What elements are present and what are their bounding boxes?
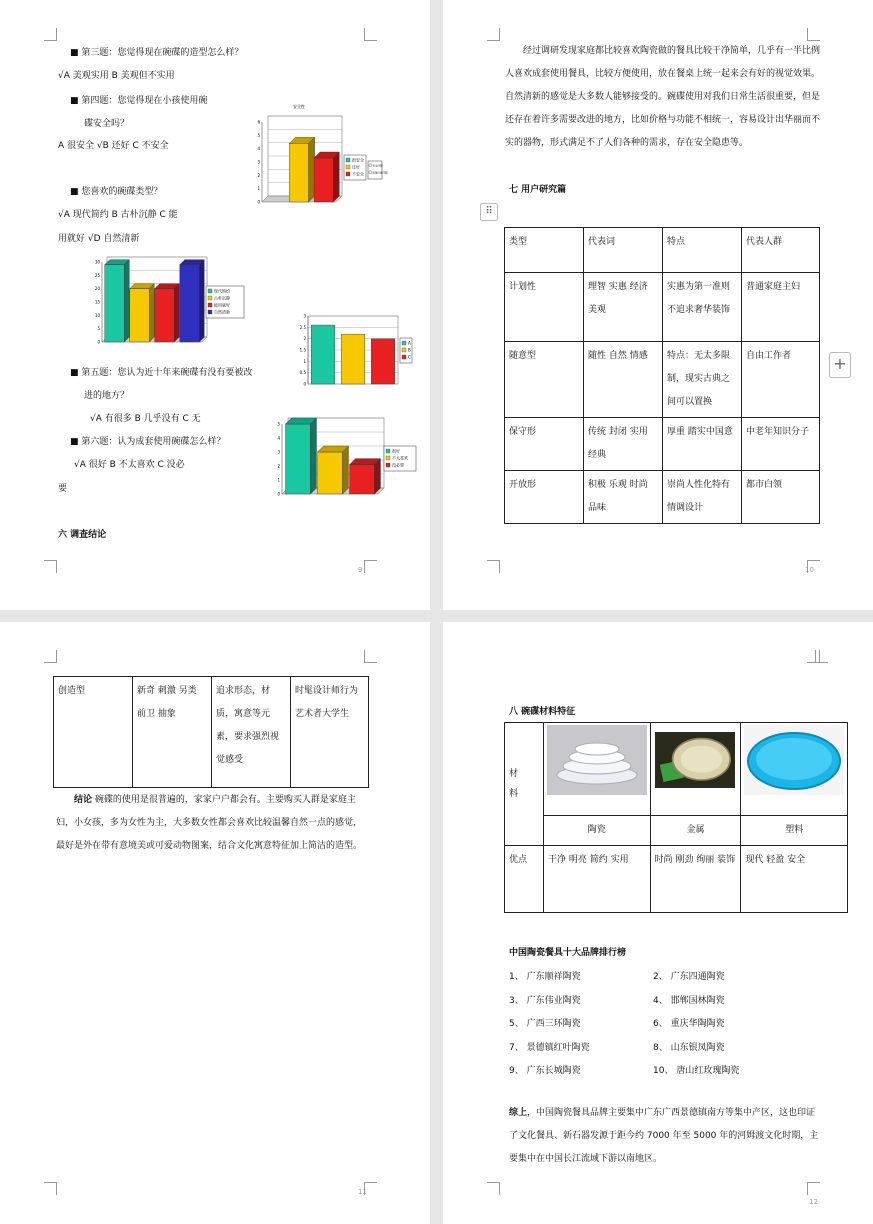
y-tick-label: 6 (257, 119, 260, 125)
bar-side (124, 260, 129, 342)
legend-swatch (208, 289, 212, 293)
section-6-heading: 六 调查结论 (58, 530, 107, 540)
y-tick-label: 1 (303, 358, 306, 364)
bar-side (342, 446, 348, 494)
y-tick-label: 25 (94, 272, 100, 278)
y-tick-label: 2 (277, 463, 280, 469)
y-tick-label: 0.5 (299, 370, 306, 376)
bar (286, 424, 311, 494)
material-name: 金属 (650, 816, 741, 846)
question-5-line2: 进的地方？ (84, 391, 130, 401)
crop-mark (487, 1182, 500, 1195)
header-cell: 特点 (663, 228, 742, 273)
bar (180, 265, 200, 342)
question-fav-type: ■ 您喜欢的碗碟类型？ (70, 187, 163, 197)
legend-label: 很好 (392, 448, 400, 454)
table-cell: 自由工作者 (742, 342, 820, 418)
plastic-bowl-image (744, 725, 844, 795)
list-item: 2、 广东四通陶瓷 (653, 972, 725, 982)
table-cell: 时髦设计师行为艺术者大学生 (291, 677, 369, 788)
legend-label: B (408, 347, 411, 353)
crop-mark (44, 28, 57, 41)
bar-side (149, 284, 154, 342)
summary-lead: 综上 (509, 1108, 528, 1118)
legend-swatch (346, 172, 350, 176)
question-3: ■ 第三题：您觉得现在碗碟的造型怎么样？ (70, 48, 244, 58)
table-row (505, 723, 848, 816)
legend-label: 还要注意问题 (372, 171, 388, 175)
crop-mark (44, 650, 57, 663)
legend-label: C (408, 354, 411, 360)
legend-label: 能用就好 (214, 302, 230, 308)
user-type-table (504, 227, 820, 524)
ranking-title: 中国陶瓷餐具十大品牌排行榜 (509, 948, 627, 958)
photo-cell (544, 723, 651, 816)
table-cell: 新奇 刺激 另类 前卫 抽象 (133, 677, 212, 788)
question-4-options: A 很安全 √B 还好 C 不安全 (58, 141, 169, 151)
legend-swatch (369, 171, 372, 174)
question-fav-line1: √A 现代简约 B 古朴沉静 C 能 (58, 210, 178, 220)
y-tick-label: 5 (97, 326, 100, 332)
y-tick-label: 30 (94, 259, 100, 265)
user-type-table-cont (53, 676, 369, 788)
y-tick-label: 3 (303, 313, 306, 319)
bar (314, 158, 333, 202)
table-cell: 中老年知识分子 (742, 418, 820, 471)
table-cell: 实惠为第一准则不追求奢华装饰 (663, 273, 742, 342)
material-table (504, 722, 848, 913)
chart-title: 安全性 (293, 104, 305, 109)
bar-side (309, 137, 315, 202)
table-cell: 创造型 (54, 677, 133, 788)
conclusion-label: 结论 (74, 795, 93, 805)
page-12 (443, 622, 873, 1224)
legend-label: 很安全 (352, 157, 364, 163)
chart-safety (244, 100, 388, 212)
table-cell: 传统 封闭 实用 经典 (584, 418, 663, 471)
y-tick-label: 1 (257, 186, 260, 192)
ceramic-plates-image (547, 725, 647, 795)
y-tick-label: 1 (277, 477, 280, 483)
legend-swatch (346, 165, 350, 169)
drag-handle-icon[interactable]: ⠿ (480, 203, 498, 221)
question-3-options: √A 美观实用 B 美观但不实用 (58, 71, 175, 81)
y-tick-label: 4 (257, 146, 260, 152)
table-cell: 普通家庭主妇 (742, 273, 820, 342)
legend-label: A (408, 340, 411, 346)
list-item: 4、 邯郸国林陶瓷 (653, 996, 725, 1006)
summary-text: ，中国陶瓷餐具品牌主要集中广东广西景德镇南方等集中产区，这也印证了文化餐具、新石器发源于距今约 7000 年至 5000 年的河姆渡文化时期，主要集中在中国长江流域下游以南地区。 (509, 1108, 819, 1164)
legend-label: 不太喜欢 (392, 455, 408, 461)
bar (371, 339, 394, 384)
conclusion-paragraph (56, 789, 370, 858)
y-tick-label: 0 (97, 339, 100, 345)
legend-label: 现代简约 (214, 288, 230, 294)
table-cell: 计划性 (505, 273, 584, 342)
list-item: 1、 广东顺祥陶瓷 (509, 972, 581, 982)
page-11 (0, 622, 430, 1224)
page-number: 10 (805, 566, 814, 574)
page-10 (443, 0, 873, 610)
bar (155, 289, 175, 342)
crop-mark (487, 560, 500, 573)
table-row (505, 846, 848, 913)
metal-tray-image (655, 725, 735, 795)
y-tick-label: 0 (303, 381, 306, 387)
y-tick-label: 2 (303, 336, 306, 342)
table-cell: 厚重 踏实中国意 (663, 418, 742, 471)
crop-mark (487, 28, 500, 41)
add-button[interactable]: + (829, 352, 851, 378)
legend-swatch (208, 310, 212, 314)
legend-label: 自然清新 (214, 309, 230, 315)
merits-label: 优点 (505, 846, 544, 913)
intro-paragraph: 经过调研发现家庭都比较喜欢陶瓷做的餐具比较干净简单，几乎有一半比例人喜欢成套使用餐具，比较方便使用，放在餐桌上统一起来会有好的视觉效果。自然清新的感觉是大多数人能够接受的。碗碟使用对我们日常生活很重要，但是还存在着许多需要改进的地方，比如价格与功能不相统一，容易设计出华丽而不实的器物，形式满足不了人们各种的需求，存在安全隐患等。 (505, 46, 821, 148)
crop-mark (364, 28, 377, 41)
list-item: 7、 景德镇红叶陶瓷 (509, 1043, 590, 1053)
crop-mark (815, 650, 828, 663)
legend-swatch (346, 158, 350, 162)
merit-cell: 现代 轻盈 安全 (741, 846, 848, 913)
bar-side (174, 284, 179, 342)
legend-swatch (386, 463, 390, 467)
material-name: 塑料 (741, 816, 848, 846)
legend-swatch (402, 341, 406, 345)
crop-mark (44, 560, 57, 573)
crop-mark (364, 650, 377, 663)
bar (350, 465, 375, 494)
y-tick-label: 0 (257, 199, 260, 205)
y-tick-label: 3 (257, 159, 260, 165)
list-item: 10、 唐山红玫瑰陶瓷 (653, 1066, 740, 1076)
y-tick-label: 15 (94, 299, 100, 305)
bar (341, 334, 364, 384)
table-cell: 开放形 (505, 471, 584, 524)
y-tick-label: 5 (257, 132, 260, 138)
question-6-options: √A 很好 B 不太喜欢 C 没必 (74, 460, 185, 470)
chart-bowl-types (86, 258, 246, 348)
question-fav-line2: 用就好 √D 自然清新 (58, 234, 140, 244)
y-tick-label: 20 (94, 286, 100, 292)
y-tick-label: 2 (257, 172, 260, 178)
table-row (505, 342, 820, 418)
conclusion-text: 碗碟的使用是很普遍的，家家户户都会有。主要购买人群是家庭主妇，小女孩，多为女性为主，大多数女性都会喜欢比较温馨自然一点的感觉，最好是外在带有意境美或可爱动物图案，结合文化寓意特征加上简洁的造型。 (56, 795, 363, 851)
bar (289, 143, 308, 202)
table-cell: 追求形态，材质，寓意等元素，要求强烈视觉感受 (212, 677, 291, 788)
header-cell: 代表词 (584, 228, 663, 273)
legend-swatch (208, 296, 212, 300)
page-number: 12 (809, 1198, 818, 1206)
legend-label: 不安全 (352, 171, 364, 177)
question-4-line1: ■ 第四题：您觉得现在小孩使用碗 (70, 96, 208, 106)
list-item: 8、 山东银凤陶瓷 (653, 1043, 725, 1053)
legend-swatch (369, 164, 372, 167)
bar-side (310, 418, 316, 494)
table-row (54, 677, 369, 788)
list-item: 9、 广东长城陶瓷 (509, 1066, 581, 1076)
question-4-line2: 碟安全吗？ (84, 119, 130, 129)
legend-swatch (402, 355, 406, 359)
chart-set-use (266, 420, 420, 502)
bar-side (199, 260, 204, 342)
table-cell: 崇尚人性化特有情调设计 (663, 471, 742, 524)
y-tick-label: 4 (277, 435, 280, 441)
section-8-heading: 八 碗碟材料特征 (509, 707, 576, 717)
bar (318, 452, 343, 494)
table-cell: 随性 自然 情感 (584, 342, 663, 418)
bar-side (333, 152, 339, 202)
header-cell: 代表人群 (742, 228, 820, 273)
bar (105, 265, 125, 342)
table-header-row (505, 228, 820, 273)
table-cell: 保守形 (505, 418, 584, 471)
legend-label: 没必要 (392, 462, 404, 468)
legend-label: 古朴沉静 (214, 295, 230, 301)
question-5-line1: ■ 第五题：您认为近十年来碗碟有没有要被改 (70, 368, 253, 378)
material-name: 陶瓷 (544, 816, 651, 846)
photo-cell (650, 723, 741, 816)
bar (130, 289, 150, 342)
page-9 (0, 0, 430, 610)
question-5-options: √A 有很多 B 几乎没有 C 无 (90, 414, 201, 424)
header-cell: 类型 (505, 228, 584, 273)
bar (311, 325, 334, 384)
question-6: ■ 第六题：认为成套使用碗碟怎么样？ (70, 437, 226, 447)
table-row (505, 273, 820, 342)
list-item: 5、 广西三环陶瓷 (509, 1019, 581, 1029)
table-cell: 随意型 (505, 342, 584, 418)
y-tick-label: 5 (277, 421, 280, 427)
photo-cell (741, 723, 848, 816)
y-tick-label: 0 (277, 491, 280, 497)
y-tick-label: 3 (277, 449, 280, 455)
crop-mark (364, 560, 377, 573)
crop-mark (44, 1182, 57, 1195)
material-label: 材料 (505, 723, 544, 846)
y-tick-label: 2.5 (299, 324, 306, 330)
table-row (505, 816, 848, 846)
section-7-heading: 七 用户研究篇 (509, 185, 567, 195)
y-tick-label: 10 (94, 312, 100, 318)
page-number: 11 (358, 1188, 367, 1196)
legend-swatch (386, 456, 390, 460)
crop-mark (807, 1182, 820, 1195)
table-cell: 理智 实惠 经济 美观 (584, 273, 663, 342)
merit-cell: 时尚 刚劲 绚丽 装饰 (650, 846, 741, 913)
y-tick-label: 1.5 (299, 347, 306, 353)
list-item: 3、 广东伟业陶瓷 (509, 996, 581, 1006)
merit-cell: 干净 明亮 简约 实用 (544, 846, 651, 913)
table-row (505, 418, 820, 471)
page-number: 9 (358, 566, 363, 574)
summary-paragraph (509, 1102, 821, 1171)
table-cell: 特点：无太多限制，现实古典之间可以置换 (663, 342, 742, 418)
legend-swatch (386, 449, 390, 453)
bar-side (374, 459, 380, 494)
legend-label: 安全问题 (372, 164, 383, 168)
table-cell: 积极 乐观 时尚 品味 (584, 471, 663, 524)
question-6-cont: 要 (58, 484, 68, 494)
legend-swatch (402, 348, 406, 352)
list-item: 6、 重庆华陶陶瓷 (653, 1019, 725, 1029)
legend-label: 还好 (352, 164, 360, 170)
table-cell: 都市白领 (742, 471, 820, 524)
chart-improvement (290, 312, 416, 392)
table-row (505, 471, 820, 524)
legend-swatch (208, 303, 212, 307)
